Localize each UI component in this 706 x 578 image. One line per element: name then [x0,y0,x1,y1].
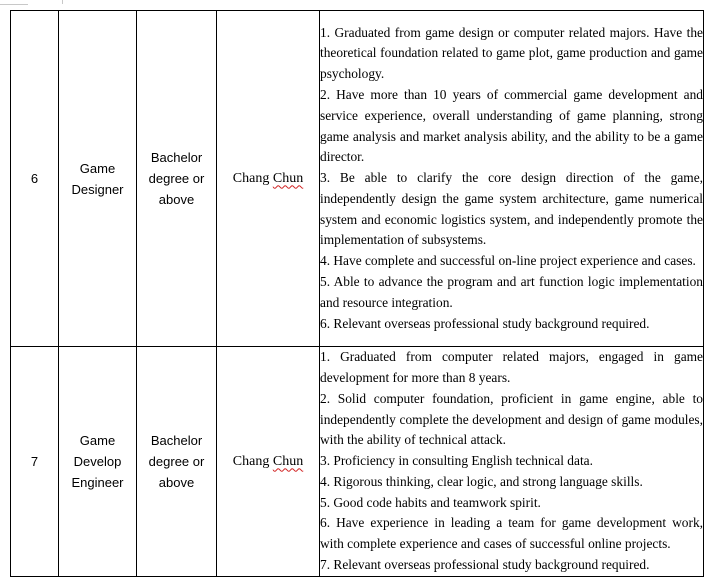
education-line: above [158,475,195,490]
requirement-item: 1. Graduated from computer related majors, engaged in game development for more than 8 years. [320,349,703,385]
education-line: Bachelor [150,150,203,165]
job-title-line: Engineer [71,475,124,490]
job-title-line: Designer [71,181,124,197]
education-line: above [158,192,195,207]
job-title-line: Game [79,160,116,176]
requirement-item: 1. Graduated from game design or computer related majors. Have the theoretical foundation related to game plot, game production and game psychology. [320,24,703,82]
education-requirement [137,347,217,577]
location-second-word: Chun [272,170,304,186]
requirement-item: 3. Be able to clarify the core design direction of the game, independently design the game system architecture, game numerical system and economic logistics system, and independently promote the implementation of subsystems. [320,170,703,248]
requirement-item: 7. Relevant overseas professional study background required. [320,557,650,573]
requirement-item: 3. Proficiency in consulting English technical data. [320,453,593,469]
job-requirements-table [10,10,704,577]
education-line: degree or [148,454,205,469]
education-line: degree or [148,171,205,186]
table-row [11,11,704,347]
requirement-item: 4. Have complete and successful on-line project experience and cases. [320,253,696,269]
row-number: 7 [11,347,59,577]
job-title-line: Develop [73,454,122,469]
education-line: Bachelor [150,433,203,448]
requirement-item: 4. Rigorous thinking, clear logic, and strong language skills. [320,473,643,489]
location-first-word: Chang [232,453,270,469]
requirement-item: 2. Solid computer foundation, proficient in game engine, able to independently complete the development and design of game modules, with the ability of technical attack. [320,390,703,448]
job-requirements [320,347,704,577]
job-title [59,347,137,577]
table-corner-mark [0,0,28,5]
table-row [11,347,704,577]
location-first-word: Chang [232,170,270,186]
requirement-item: 6. Relevant overseas professional study background required. [320,315,650,331]
education-requirement [137,11,217,347]
row-number: 6 [11,11,59,347]
work-location [217,11,320,347]
table-corner-mark [62,0,63,4]
requirement-item: 5. Good code habits and teamwork spirit. [320,494,541,510]
job-title-line: Game [79,433,116,448]
job-title [59,11,137,347]
requirement-item: 6. Have experience in leading a team for game development work, with complete experience and cases of successful online projects. [320,515,703,552]
work-location [217,347,320,577]
job-requirements [320,11,704,347]
location-second-word: Chun [272,453,304,469]
requirement-item: 2. Have more than 10 years of commercial game development and service experience, overall understanding of game planning, strong game analysis and market analysis ability, and the ability to be a game director. [320,86,703,165]
requirement-item: 5. Able to advance the program and art function logic implementation and resource integration. [320,274,703,310]
